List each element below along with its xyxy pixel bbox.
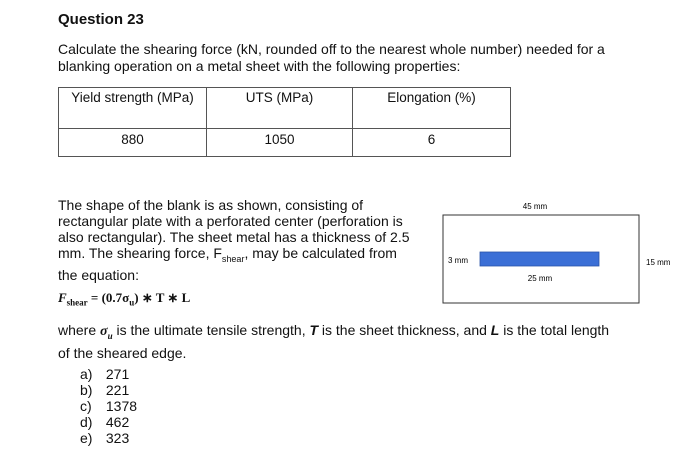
blank-shape-diagram [437, 195, 687, 310]
option-c[interactable] [62, 398, 137, 414]
option-value: 1378 [105, 398, 138, 414]
cell-elongation: 6 [353, 129, 511, 157]
table-header-row [59, 88, 511, 129]
option-d[interactable] [62, 414, 137, 430]
outer-width-label: 45 mm [522, 202, 548, 211]
question-title: Question 23 [58, 11, 144, 28]
option-a[interactable] [62, 366, 137, 382]
perforation-rectangle [480, 252, 599, 266]
outer-height-label: 15 mm [646, 258, 671, 267]
sigma-char: σ [100, 324, 108, 339]
equation-rhs-b: ) ∗ T ∗ L [134, 290, 191, 305]
hole-width-label: 25 mm [527, 274, 553, 283]
length-symbol: L [490, 322, 500, 338]
option-e[interactable] [62, 430, 137, 446]
equation-lhs-sub: shear [66, 297, 88, 308]
option-value: 323 [105, 430, 130, 446]
header-elongation: Elongation (%) [353, 88, 511, 129]
properties-table [58, 87, 511, 157]
header-uts: UTS (MPa) [207, 88, 353, 129]
table-row [59, 129, 511, 157]
shape-text-part1: The shape of the blank is as shown, consisting of rectangular plate with a perforated center (perforation is also rectangular). The sheet metal has a thickness of 2.5 mm. The shearing force, F [58, 197, 410, 261]
sigma-sub: u [107, 330, 113, 341]
shear-force-equation [58, 290, 190, 308]
equation-lhs: F [58, 290, 67, 305]
cell-uts: 1050 [207, 129, 353, 157]
hole-height-label: 3 mm [448, 256, 468, 265]
option-label: d) [80, 414, 93, 430]
where-text-4: is the total length of the sheared edge. [58, 322, 610, 361]
where-text-2: is the ultimate tensile strength, [112, 322, 310, 338]
option-b[interactable] [62, 382, 137, 398]
thickness-symbol: T [309, 322, 319, 338]
answer-options [62, 366, 137, 446]
option-value: 462 [105, 414, 130, 430]
equation-rhs-a: = (0.7σ [87, 290, 130, 305]
question-intro: Calculate the shearing force (kN, rounded off to the nearest whole number) needed for a blanking operation on a metal sheet with the following properties: [58, 41, 605, 74]
sigma-symbol [100, 324, 113, 339]
equation-rhs-sub: u [129, 297, 135, 308]
shape-text-sub: shear [221, 253, 245, 264]
variable-definitions [58, 322, 618, 362]
option-value: 221 [105, 382, 130, 398]
shape-description [58, 197, 418, 283]
option-label: c) [80, 398, 92, 414]
option-label: b) [80, 382, 93, 398]
where-text-1: where [58, 322, 101, 338]
header-yield-strength: Yield strength (MPa) [59, 88, 207, 129]
option-value: 271 [105, 366, 130, 382]
option-label: a) [80, 366, 93, 382]
shape-text-part2: , may be calculated from the equation: [58, 245, 397, 283]
cell-yield-strength: 880 [59, 129, 207, 157]
where-text-3: is the sheet thickness, and [318, 322, 491, 338]
option-label: e) [80, 430, 93, 446]
